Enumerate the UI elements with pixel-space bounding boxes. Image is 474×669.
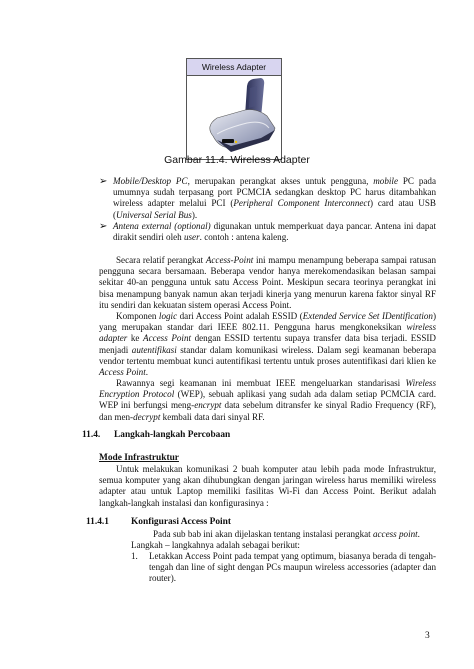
- subsection-number: 11.4.1: [86, 517, 109, 527]
- section-number: 11.4.: [82, 430, 101, 440]
- bullet-marker: ➢: [99, 176, 108, 187]
- figure-label: Wireless Adapter: [187, 59, 281, 76]
- paragraph: Komponen logic dari Access Point adalah ESSID (Extended Service Set IDentification) yang merupakan standar dari IEEE 802.11. Pengguna harus mengkoneksikan wireless adapter ke Access Point dengan ESSID tertentu supaya transfer data bisa terjadi. ESSID menjadi autentifikasi standar dalam komunikasi wireless. Dalam segi keamanan beberapa vendor tertentu membuat kunci autentifikasi tertentu untuk proses autentifikasi dari klien ke Access Point.: [99, 311, 436, 378]
- wireless-adapter-image: [187, 76, 281, 159]
- subsection-title: Konfigurasi Access Point: [131, 517, 231, 527]
- page-number: 3: [425, 631, 430, 641]
- paragraph: Rawannya segi keamanan ini membuat IEEE mengeluarkan standarisasi Wireless Encryption Protocol (WEP), sebuah aplikasi yang sudah ada dalam setiap PCMCIA card. WEP ini berfungsi meng-encrypt data sebelum ditransfer ke sinyal Radio Frequency (RF), dan men-decrypt kembali data dari sinyal RF.: [99, 378, 437, 422]
- bullet-item: Antena external (optional) digunakan untuk memperkuat daya pancar. Antena ini dapat dirakit sendiri oleh user. contoh : antena kaleng.: [113, 221, 436, 243]
- mode-paragraph: Untuk melakukan komunikasi 2 buah komputer atau lebih pada mode Infrastruktur, semua komputer yang akan dihubungkan dengan jaringan wireless harus memiliki wireless adapter atau untuk Laptop memiliki fasilitas Wi-Fi dan Access Point. Berikut adalah langkah-langkah instalasi dan konfigurasinya :: [99, 464, 436, 508]
- step-number: 1.: [131, 551, 138, 561]
- section-title: Langkah-langkah Percobaan: [114, 430, 231, 440]
- paragraph: Secara relatif perangkat Access-Point ini mampu menampung beberapa sampai ratusan pengguna secara bersamaan. Beberapa vendor hanya merekomendasikan belasan sampai sekitar 40-an pengguna untuk satu Access Point. Meskipun secara teorinya perangkat ini bisa menampung banyak namun akan terjadi kinerja yang menurun karena faktor sinyal RF itu sendiri dan kekuatan sistem operasi Access Point.: [99, 255, 436, 310]
- subsection-intro: Pada sub bab ini akan dijelaskan tentang instalasi perangkat access point.: [153, 529, 420, 539]
- figure-frame: [186, 58, 282, 160]
- figure-caption: Gambar 11.4. Wireless Adapter: [164, 154, 310, 166]
- step-text: Letakkan Access Point pada tempat yang optimum, biasanya berada di tengah-tengah dan line of sight dengan PCs maupun wireless accessories (adapter dan router).: [149, 551, 436, 584]
- bullet-item: Mobile/Desktop PC, merupakan perangkat akses untuk pengguna, mobile PC pada umumnya sudah terpasang port PCMCIA sedangkan desktop PC harus ditambahkan wireless adapter melalui PCI (Peripheral Component Interconnect) card atau USB (Universal Serial Bus).: [113, 176, 436, 220]
- bullet-marker: ➢: [99, 221, 108, 232]
- steps-intro: Langkah – langkahnya adalah sebagai berikut:: [131, 540, 300, 550]
- mode-heading: Mode Infrastruktur: [99, 453, 179, 463]
